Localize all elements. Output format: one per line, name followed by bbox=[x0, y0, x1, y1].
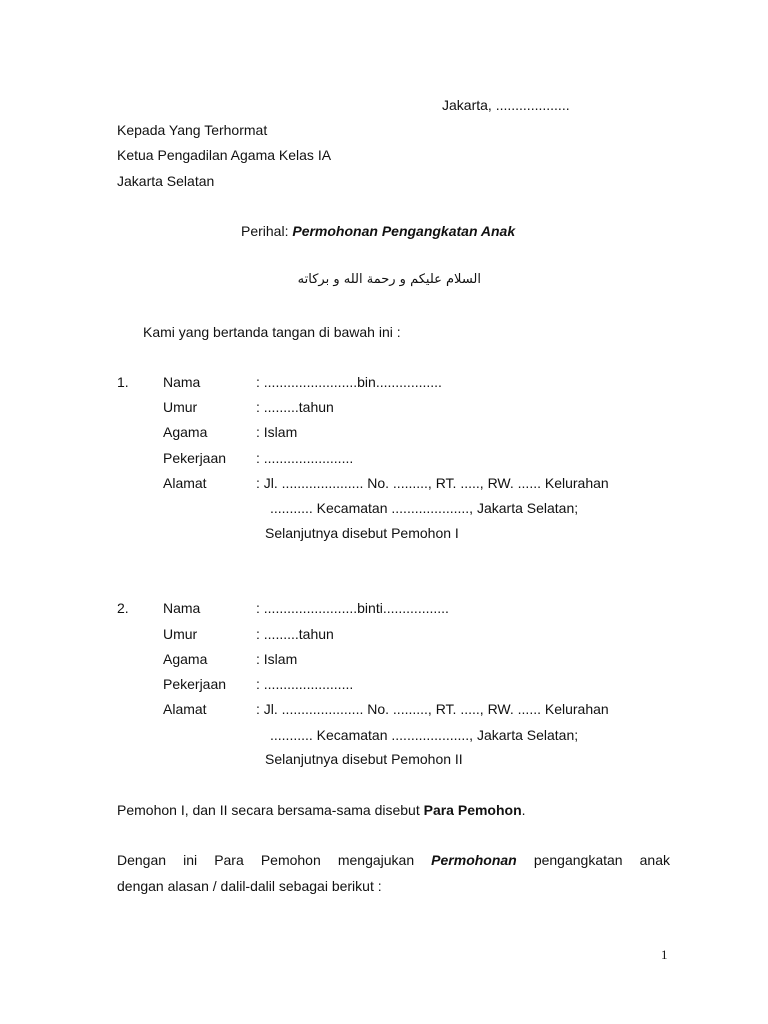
petition-word: mengajukan bbox=[337, 852, 415, 868]
collective-statement bbox=[117, 801, 526, 819]
agama-label: Agama bbox=[163, 651, 208, 667]
petition-keyword: Permohonan bbox=[431, 852, 517, 868]
subject-value: Permohonan Pengangkatan Anak bbox=[292, 223, 516, 239]
petition-word: Pemohon bbox=[260, 852, 321, 868]
alamat-line-1: : Jl. ..................... No. ........., RT. ....., RW. ...... Kelurahan bbox=[256, 475, 609, 491]
recipient-line-1: Kepada Yang Terhormat bbox=[117, 122, 268, 138]
subject-label: Perihal: bbox=[241, 223, 293, 239]
umur-value: : .........tahun bbox=[256, 626, 334, 642]
nama-label: Nama bbox=[163, 374, 201, 390]
petitioner-2-designation: Selanjutnya disebut Pemohon II bbox=[265, 751, 463, 767]
petition-word: pengangkatan bbox=[533, 852, 623, 868]
collective-end: . bbox=[521, 802, 526, 818]
petition-line-1 bbox=[117, 851, 670, 869]
pekerjaan-value: : ....................... bbox=[256, 450, 354, 466]
date-line: Jakarta, ................... bbox=[442, 97, 570, 113]
agama-value: : Islam bbox=[256, 651, 298, 667]
alamat-line-1: : Jl. ..................... No. ........., RT. ....., RW. ...... Kelurahan bbox=[256, 701, 609, 717]
nama-value: : ........................binti................. bbox=[256, 600, 449, 616]
alamat-label: Alamat bbox=[163, 701, 207, 717]
petitioner-1-designation: Selanjutnya disebut Pemohon I bbox=[265, 525, 459, 541]
petition-word: Para bbox=[214, 852, 244, 868]
umur-label: Umur bbox=[163, 626, 198, 642]
page-number: 1 bbox=[661, 947, 668, 962]
petitioner-1-number: 1. bbox=[117, 374, 129, 390]
petition-word: ini bbox=[183, 852, 198, 868]
umur-label: Umur bbox=[163, 399, 198, 415]
petition-line-2: dengan alasan / dalil-dalil sebagai berikut : bbox=[117, 878, 382, 894]
intro-text: Kami yang bertanda tangan di bawah ini : bbox=[143, 324, 401, 340]
alamat-line-2: ........... Kecamatan ...................., Jakarta Selatan; bbox=[270, 500, 579, 516]
alamat-label: Alamat bbox=[163, 475, 207, 491]
recipient-line-2: Ketua Pengadilan Agama Kelas IA bbox=[117, 147, 332, 163]
pekerjaan-label: Pekerjaan bbox=[163, 450, 227, 466]
subject-line bbox=[241, 222, 515, 240]
collective-term: Para Pemohon bbox=[423, 802, 522, 818]
alamat-line-2: ........... Kecamatan ...................., Jakarta Selatan; bbox=[270, 727, 579, 743]
petition-word: Dengan bbox=[117, 852, 167, 868]
pekerjaan-label: Pekerjaan bbox=[163, 676, 227, 692]
collective-text: Pemohon I, dan II secara bersama-sama disebut bbox=[117, 802, 424, 818]
agama-value: : Islam bbox=[256, 424, 298, 440]
arabic-greeting: السلام عليكم و رحمة الله و بركاته bbox=[297, 272, 481, 287]
recipient-line-3: Jakarta Selatan bbox=[117, 173, 215, 189]
petitioner-2-number: 2. bbox=[117, 600, 129, 616]
petition-word: anak bbox=[639, 852, 670, 868]
agama-label: Agama bbox=[163, 424, 208, 440]
nama-label: Nama bbox=[163, 600, 201, 616]
pekerjaan-value: : ....................... bbox=[256, 676, 354, 692]
umur-value: : .........tahun bbox=[256, 399, 334, 415]
nama-value: : ........................bin................. bbox=[256, 374, 442, 390]
